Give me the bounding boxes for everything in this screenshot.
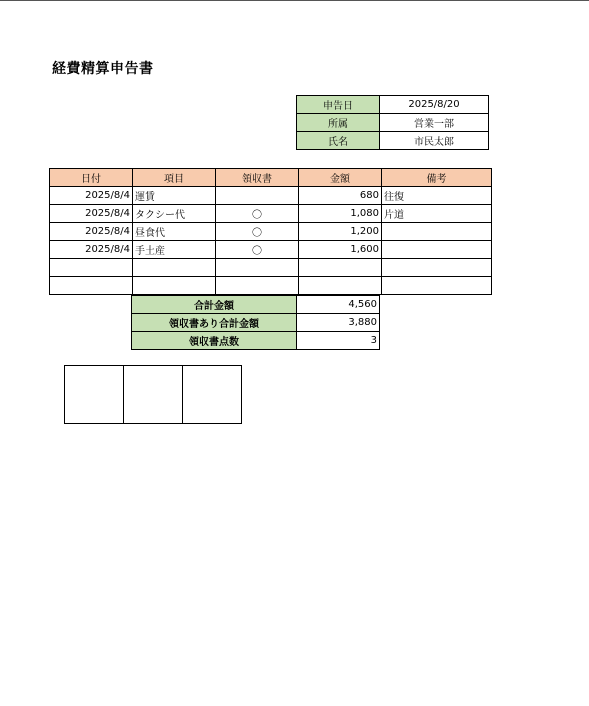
cell-date[interactable]: 2025/8/4 [50, 205, 133, 223]
info-row-dept [297, 114, 489, 132]
summary-row-receipt-count [132, 332, 380, 350]
info-value[interactable]: 営業一部 [380, 114, 489, 132]
cell-date[interactable]: 2025/8/4 [50, 223, 133, 241]
summary-row-total [132, 296, 380, 314]
cell-item[interactable]: 運賃 [133, 187, 216, 205]
table-row [50, 187, 492, 205]
document-title: 経費精算申告書 [52, 61, 154, 77]
cell-item[interactable] [133, 259, 216, 277]
info-value[interactable]: 市民太郎 [380, 132, 489, 150]
cell-note[interactable] [382, 259, 492, 277]
cell-receipt[interactable] [216, 259, 299, 277]
header-date: 日付 [50, 169, 133, 187]
cell-note[interactable]: 片道 [382, 205, 492, 223]
table-row [50, 205, 492, 223]
cell-note[interactable] [382, 277, 492, 295]
expense-table [49, 168, 492, 295]
table-row [50, 277, 492, 295]
info-row-date [297, 96, 489, 114]
info-row-name [297, 132, 489, 150]
info-table [296, 95, 489, 150]
summary-label: 領収書あり合計金額 [132, 314, 297, 332]
info-value[interactable]: 2025/8/20 [380, 96, 489, 114]
page-top-border [0, 0, 589, 1]
cell-date[interactable]: 2025/8/4 [50, 241, 133, 259]
cell-receipt[interactable]: 〇 [216, 205, 299, 223]
summary-value[interactable]: 3,880 [297, 314, 380, 332]
cell-amount[interactable]: 680 [299, 187, 382, 205]
cell-receipt[interactable]: 〇 [216, 223, 299, 241]
cell-note[interactable] [382, 241, 492, 259]
summary-value[interactable]: 4,560 [297, 296, 380, 314]
info-label: 所属 [297, 114, 380, 132]
cell-amount[interactable] [299, 259, 382, 277]
info-label: 氏名 [297, 132, 380, 150]
info-label: 申告日 [297, 96, 380, 114]
cell-amount[interactable]: 1,600 [299, 241, 382, 259]
cell-receipt[interactable] [216, 187, 299, 205]
cell-amount[interactable]: 1,200 [299, 223, 382, 241]
cell-date[interactable] [50, 259, 133, 277]
header-note: 備考 [382, 169, 492, 187]
table-row [50, 223, 492, 241]
expense-header-row [50, 169, 492, 187]
summary-label: 領収書点数 [132, 332, 297, 350]
approval-stamp-boxes [64, 365, 242, 424]
stamp-box[interactable] [64, 365, 124, 424]
cell-amount[interactable] [299, 277, 382, 295]
summary-value[interactable]: 3 [297, 332, 380, 350]
header-receipt: 領収書 [216, 169, 299, 187]
cell-item[interactable]: 昼食代 [133, 223, 216, 241]
header-item: 項目 [133, 169, 216, 187]
cell-receipt[interactable] [216, 277, 299, 295]
stamp-box[interactable] [124, 365, 183, 424]
summary-label: 合計金額 [132, 296, 297, 314]
cell-item[interactable]: 手土産 [133, 241, 216, 259]
stamp-box[interactable] [183, 365, 242, 424]
cell-date[interactable]: 2025/8/4 [50, 187, 133, 205]
summary-table [131, 295, 380, 350]
header-amount: 金額 [299, 169, 382, 187]
cell-date[interactable] [50, 277, 133, 295]
cell-receipt[interactable]: 〇 [216, 241, 299, 259]
cell-note[interactable]: 往復 [382, 187, 492, 205]
cell-amount[interactable]: 1,080 [299, 205, 382, 223]
table-row [50, 259, 492, 277]
cell-item[interactable] [133, 277, 216, 295]
cell-note[interactable] [382, 223, 492, 241]
cell-item[interactable]: タクシー代 [133, 205, 216, 223]
summary-row-receipt-total [132, 314, 380, 332]
table-row [50, 241, 492, 259]
